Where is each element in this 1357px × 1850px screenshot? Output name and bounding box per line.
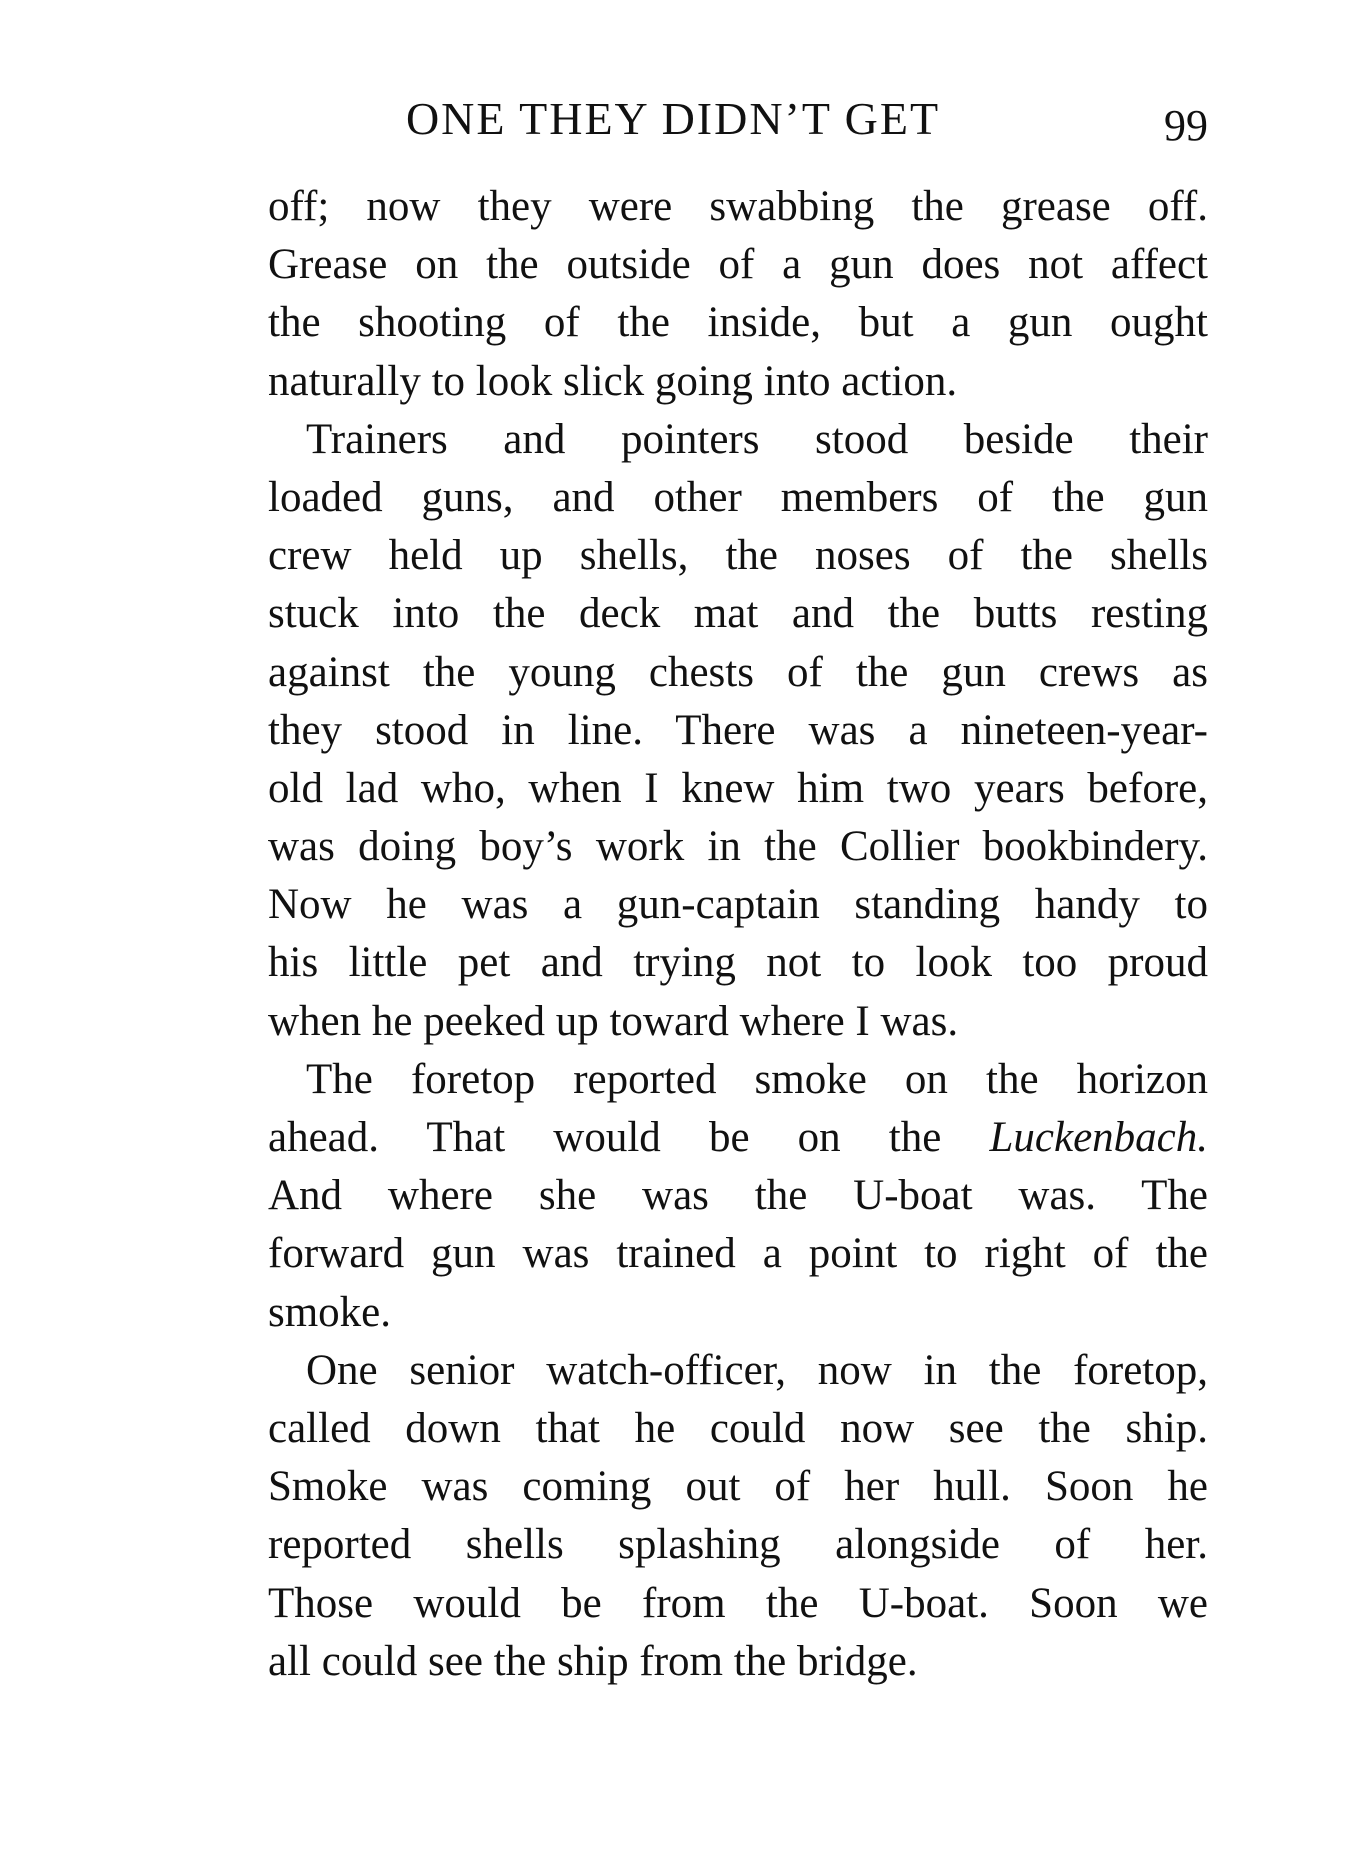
body-text (268, 178, 1208, 1691)
text-line: the shooting of the inside, but a gun ought (268, 299, 1208, 347)
text-line: reported shells splashing alongside of her. (268, 1521, 1208, 1569)
text-line: loaded guns, and other members of the gun (268, 473, 1208, 521)
text-line-with-ship-name (268, 1109, 1208, 1167)
text-line: smoke. (268, 1288, 392, 1336)
text-line: called down that he could now see the ship. (268, 1404, 1208, 1452)
text-line: forward gun was trained a point to right of the (268, 1230, 1208, 1278)
text-line: Now he was a gun-captain standing handy to (268, 881, 1208, 929)
text-line: was doing boy’s work in the Collier bookbindery. (268, 823, 1208, 871)
text-line: stuck into the deck mat and the butts resting (268, 590, 1208, 638)
text-line: The foretop reported smoke on the horizon (306, 1055, 1208, 1103)
text-line: naturally to look slick going into action. (268, 357, 958, 405)
paragraph-3 (268, 1051, 1208, 1342)
text-line: Trainers and pointers stood beside their (306, 415, 1208, 463)
running-head (268, 92, 1208, 152)
page-number: 99 (1164, 101, 1208, 150)
text-line: old lad who, when I knew him two years before, (268, 764, 1208, 812)
text-line: Smoke was coming out of her hull. Soon he (268, 1463, 1208, 1511)
text-line: Grease on the outside of a gun does not affect (268, 241, 1208, 289)
text-line: against the young chests of the gun crews as (268, 648, 1208, 696)
text-line: when he peeked up toward where I was. (268, 997, 959, 1045)
ship-name-italic: Luckenbach. (989, 1114, 1208, 1161)
text-segment: ahead. That would be on the (268, 1114, 942, 1161)
paragraph-2 (268, 411, 1208, 1051)
text-line: off; now they were swabbing the grease off. (268, 183, 1208, 230)
text-line: all could see the ship from the bridge. (268, 1637, 918, 1685)
paragraph-1 (268, 178, 1208, 411)
text-line: Those would be from the U-boat. Soon we (268, 1579, 1208, 1627)
text-line: crew held up shells, the noses of the shells (268, 532, 1208, 580)
text-line: they stood in line. There was a nineteen-year- (268, 706, 1208, 754)
paragraph-4 (268, 1342, 1208, 1691)
text-line: One senior watch-officer, now in the foretop, (306, 1346, 1208, 1394)
running-title: ONE THEY DIDN’T GET (405, 93, 941, 144)
text-line: And where she was the U-boat was. The (268, 1172, 1208, 1220)
text-line: his little pet and trying not to look too proud (268, 939, 1208, 987)
